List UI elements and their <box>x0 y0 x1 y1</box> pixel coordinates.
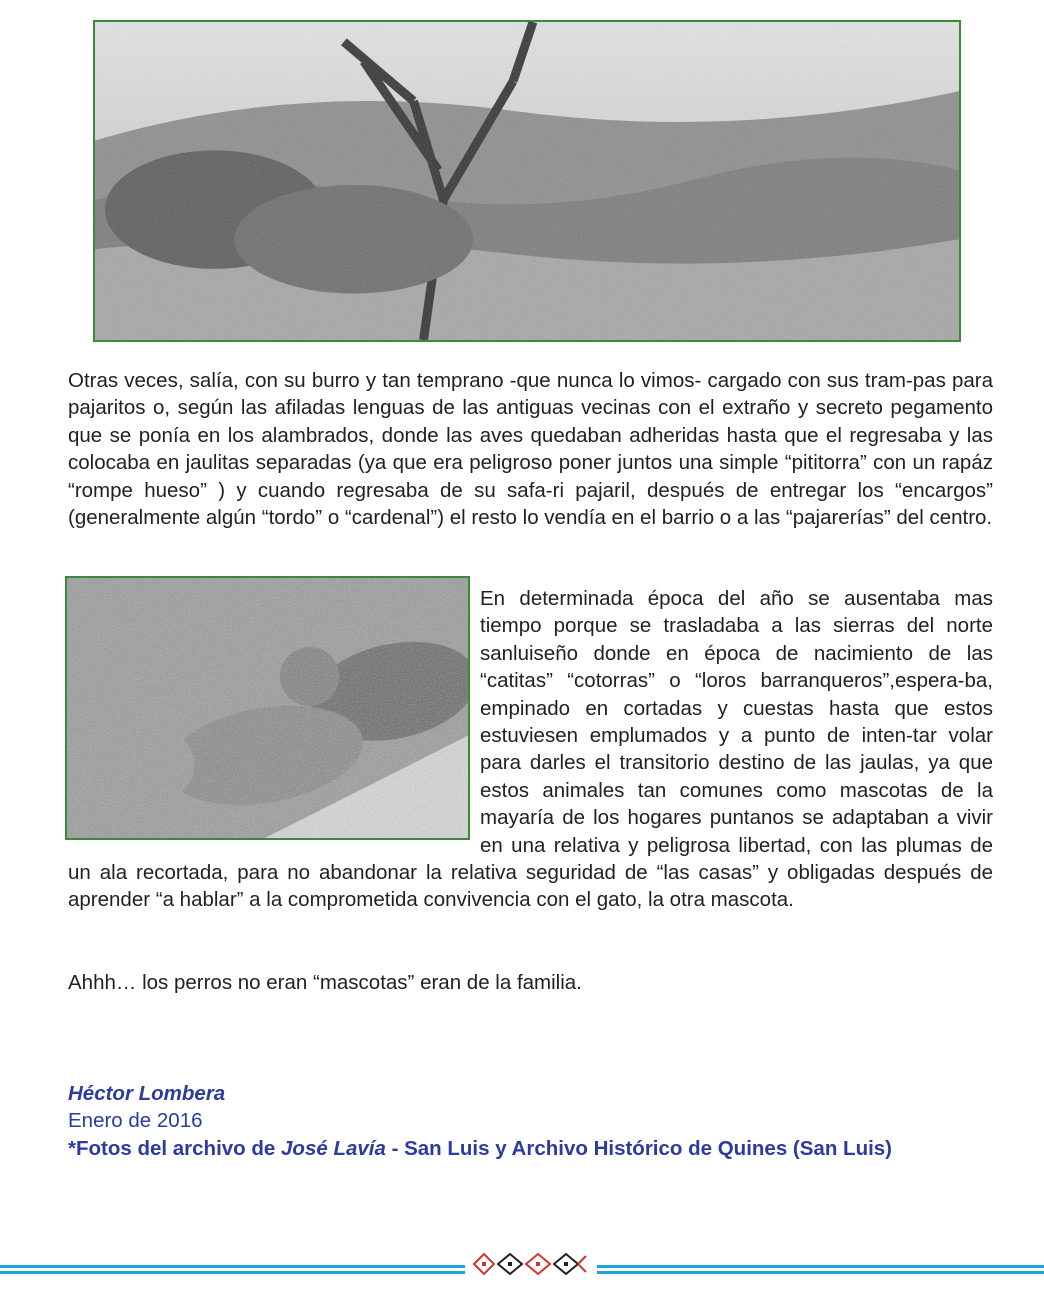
ethnic-pattern-icon <box>470 1251 590 1277</box>
date-line: Enero de 2016 <box>68 1109 203 1132</box>
paragraph-2-text: En determinada época del año se ausentaba mas tiempo porque se trasladaba a las sierras del norte sanluiseño donde en época de nacimiento de las “catitas” “cotorras” o “loros barranqueros”,espera-ba, empinado en cortadas y cuestas hasta que estos estuviesen emplumados y a punto de inten-tar volar para darles el transitorio destino de las jaulas, ya que estos animales tan comunes como mascotas de la mayaría de los hogares puntanos se adaptaban a vivir en una relativa y peligrosa libertad, con las plumas de un ala recortada, para no abandonar la relativa seguridad de “las casas” y obligadas después de aprender “a hablar” a la comprometida convivencia con el gato, la otra mascota. <box>68 587 993 912</box>
footer-rule-left <box>0 1265 465 1275</box>
author-name: Héctor Lombera <box>68 1082 226 1105</box>
credits-name: José Lavía <box>281 1137 386 1160</box>
credits-prefix: *Fotos del archivo de <box>68 1137 282 1160</box>
credits-suffix: - San Luis y Archivo Histórico de Quines (San Luis) <box>385 1137 893 1160</box>
paragraph-2 <box>68 585 993 914</box>
landscape-photo <box>93 20 961 342</box>
paragraph-1: Otras veces, salía, con su burro y tan temprano -que nunca lo vimos- cargado con sus tram-pas para pajaritos o, según las afiladas lenguas de las antiguas vecinas con el extraño y secreto pegamento que se ponía en los alambrados, donde las aves quedaban adheridas hasta que el regresaba y las colocaba en jaulitas separadas (ya que era peligroso poner juntos una simple “pititorra” con un rapáz “rompe hueso” ) y cuando regresaba de su safa-ri pajaril, después de entregar los “encargos” (generalmente algún “tordo” o “cardenal”) el resto lo vendía en el barrio o a las “pajarerías” del centro. <box>68 369 993 530</box>
photo-float-spacer <box>68 585 480 857</box>
footer-rule-right <box>597 1265 1044 1275</box>
paragraph-3: Ahhh… los perros no eran “mascotas” eran de la familia. <box>68 971 582 994</box>
photo-credits <box>68 1135 892 1163</box>
